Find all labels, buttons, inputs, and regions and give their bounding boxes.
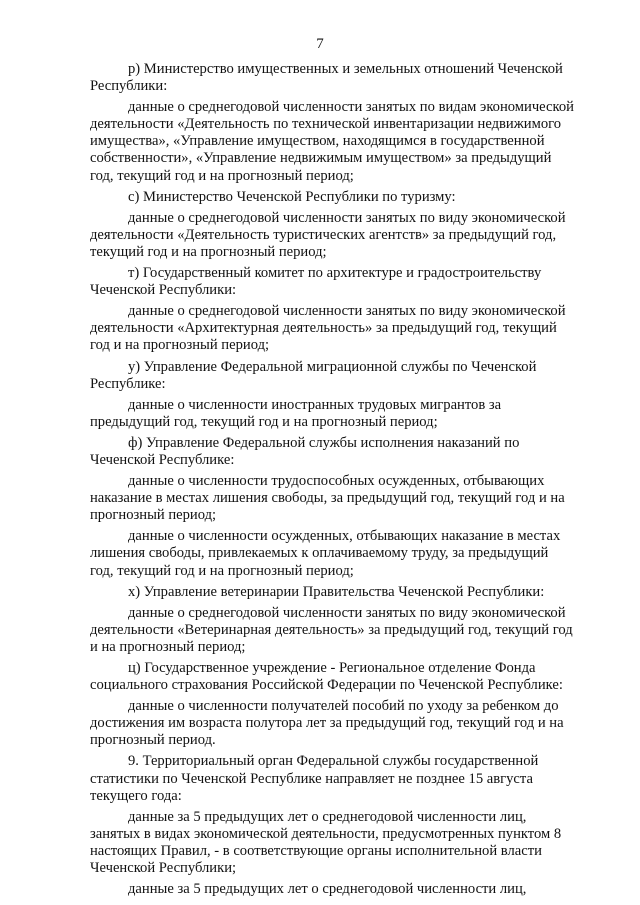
paragraph: данные о среднегодовой численности занятых по виду экономической деятельности «Деятельность туристических агентств» за предыдущий год, текущий год и на прогнозный период; [90, 209, 566, 260]
paragraph: р) Министерство имущественных и земельных отношений Чеченской Республики: [90, 61, 563, 95]
paragraph: ф) Управление Федеральной службы исполнения наказаний по Чеченской Республике: [90, 434, 520, 468]
paragraph: данные о среднегодовой численности занятых по виду экономической деятельности «Ветеринарная деятельность» за предыдущий год, текущий год и на прогнозный период; [90, 604, 573, 655]
paragraph: данные за 5 предыдущих лет о среднегодовой численности лиц, [128, 881, 527, 898]
paragraph: с) Министерство Чеченской Республики по туризму: [128, 188, 456, 205]
paragraph: ц) Государственное учреждение - Региональное отделение Фонда социального страхования Российской Федерации по Чеченской Республике: [90, 660, 563, 694]
page-number: 7 [316, 36, 324, 52]
paragraph: данные о численности осужденных, отбывающих наказание в местах лишения свободы, привлекаемых к оплачиваемому труду, за предыдущий год, текущий год и на прогнозный период; [90, 528, 561, 579]
paragraph: данные за 5 предыдущих лет о среднегодовой численности лиц, занятых в видах экономической деятельности, предусмотренных пунктом 8 настоящих Правил, - в соответствующие органы исполнительной власти Чеченской Республики; [90, 808, 562, 877]
paragraph: данные о численности иностранных трудовых мигрантов за предыдущий год, текущий год и на прогнозный период; [90, 396, 502, 430]
paragraph: у) Управление Федеральной миграционной службы по Чеченской Республике: [90, 358, 537, 392]
paragraph: х) Управление ветеринарии Правительства Чеченской Республики: [128, 583, 545, 600]
document-body [90, 61, 577, 902]
paragraph: т) Государственный комитет по архитектуре и градостроительству Чеченской Республики: [90, 265, 542, 299]
paragraph: 9. Территориальный орган Федеральной службы государственной статистики по Чеченской Республике направляет не позднее 15 августа текущего года: [90, 753, 539, 804]
paragraph: данные о среднегодовой численности занятых по виду экономической деятельности «Архитектурная деятельность» за предыдущий год, текущий год и на прогнозный период; [90, 303, 566, 354]
paragraph: данные о среднегодовой численности занятых по видам экономической деятельности «Деятельность по технической инвентаризации недвижимого имущества», «Управление имуществом, находящимся в государственной собственности», «Управление недвижимым имуществом» за предыдущий год, текущий год и на прогнозный период; [90, 99, 574, 184]
paragraph: данные о численности трудоспособных осужденных, отбывающих наказание в местах лишения свободы, за предыдущий год, текущий год и на прогнозный период; [90, 473, 565, 524]
paragraph: данные о численности получателей пособий по уходу за ребенком до достижения им возраста полутора лет за предыдущий год, текущий год и на прогнозный период. [90, 698, 564, 749]
